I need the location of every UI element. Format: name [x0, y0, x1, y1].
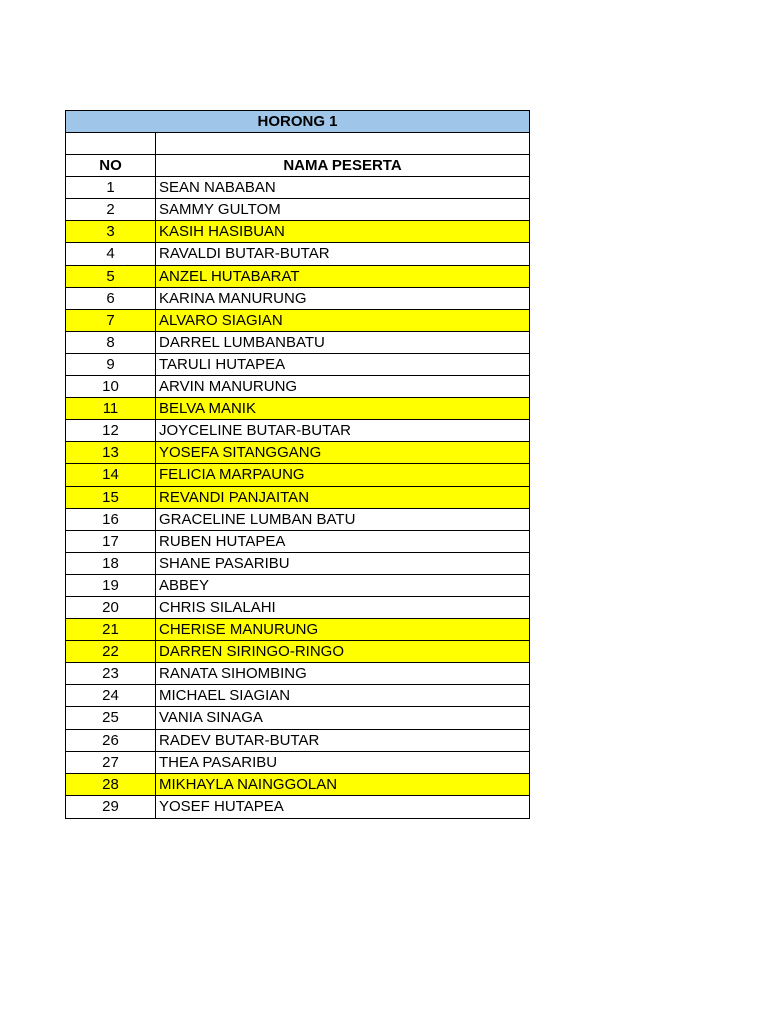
table-row [66, 531, 529, 553]
participant-name: SAMMY GULTOM [159, 201, 281, 219]
participant-name: DARREN SIRINGO-RINGO [159, 643, 345, 661]
table-row [66, 354, 529, 376]
row-number: 25 [66, 707, 156, 728]
table-row [66, 221, 529, 243]
row-number: 9 [66, 354, 156, 375]
table-row [66, 177, 529, 199]
empty-no-cell [66, 133, 156, 154]
participant-name: RUBEN HUTAPEA [159, 532, 286, 550]
table-row [66, 685, 529, 707]
table-row [66, 376, 529, 398]
row-number: 28 [66, 774, 156, 795]
participant-name: RANATA SIHOMBING [159, 665, 307, 683]
row-number: 2 [66, 199, 156, 220]
participant-name: RADEV BUTAR-BUTAR [159, 731, 320, 749]
table-row [66, 575, 529, 597]
table-row [66, 619, 529, 641]
participant-name: SEAN NABABAN [159, 179, 276, 197]
table-row [66, 288, 529, 310]
participant-name: KARINA MANURUNG [159, 289, 307, 307]
table-row [66, 266, 529, 288]
table-row [66, 752, 529, 774]
table-row [66, 487, 529, 509]
row-number: 3 [66, 221, 156, 242]
row-number: 8 [66, 332, 156, 353]
table-row [66, 597, 529, 619]
row-number: 12 [66, 420, 156, 441]
participant-name: YOSEFA SITANGGANG [159, 444, 322, 462]
participant-name: CHERISE MANURUNG [159, 621, 319, 639]
header-name: NAMA PESERTA [283, 157, 402, 175]
table-row [66, 464, 529, 486]
participant-name: MIKHAYLA NAINGGOLAN [159, 775, 338, 793]
participant-name: GRACELINE LUMBAN BATU [159, 510, 356, 528]
table-row [66, 553, 529, 575]
table-body [66, 177, 529, 818]
table-row [66, 509, 529, 531]
row-number: 4 [66, 243, 156, 264]
participant-name: ALVARO SIAGIAN [159, 311, 283, 329]
row-number: 22 [66, 641, 156, 662]
row-number: 26 [66, 730, 156, 751]
row-number: 6 [66, 288, 156, 309]
table-row [66, 442, 529, 464]
participant-table [65, 110, 530, 819]
participant-name: ARVIN MANURUNG [159, 378, 298, 396]
table-row [66, 420, 529, 442]
participant-name: KASIH HASIBUAN [159, 223, 285, 241]
table-row [66, 332, 529, 354]
participant-name: ANZEL HUTABARAT [159, 267, 300, 285]
participant-name: REVANDI PANJAITAN [159, 488, 310, 506]
row-number: 27 [66, 752, 156, 773]
participant-name: RAVALDI BUTAR-BUTAR [159, 245, 330, 263]
participant-name: ABBEY [159, 576, 210, 594]
table-header-row [66, 155, 529, 177]
participant-name: TARULI HUTAPEA [159, 355, 286, 373]
participant-name: FELICIA MARPAUNG [159, 466, 305, 484]
participant-name: DARREL LUMBANBATU [159, 333, 325, 351]
empty-row [66, 133, 529, 155]
table-row [66, 796, 529, 818]
table-row [66, 310, 529, 332]
table-row [66, 398, 529, 420]
row-number: 21 [66, 619, 156, 640]
table-row [66, 243, 529, 265]
row-number: 14 [66, 464, 156, 485]
row-number: 7 [66, 310, 156, 331]
participant-name: SHANE PASARIBU [159, 554, 290, 572]
table-row [66, 663, 529, 685]
participant-name: MICHAEL SIAGIAN [159, 687, 291, 705]
table-row [66, 730, 529, 752]
row-number: 29 [66, 796, 156, 818]
row-number: 16 [66, 509, 156, 530]
participant-name: BELVA MANIK [159, 400, 256, 418]
row-number: 5 [66, 266, 156, 287]
row-number: 18 [66, 553, 156, 574]
row-number: 11 [66, 398, 156, 419]
participant-name: THEA PASARIBU [159, 753, 278, 771]
row-number: 10 [66, 376, 156, 397]
row-number: 13 [66, 442, 156, 463]
header-no: NO [66, 155, 156, 176]
row-number: 1 [66, 177, 156, 198]
table-title: HORONG 1 [66, 111, 529, 133]
row-number: 19 [66, 575, 156, 596]
row-number: 17 [66, 531, 156, 552]
row-number: 23 [66, 663, 156, 684]
participant-name: VANIA SINAGA [159, 709, 263, 727]
participant-name: YOSEF HUTAPEA [159, 797, 284, 815]
table-row [66, 707, 529, 729]
row-number: 24 [66, 685, 156, 706]
table-row [66, 199, 529, 221]
table-row [66, 774, 529, 796]
table-row [66, 641, 529, 663]
empty-name-cell [156, 133, 529, 154]
participant-name: JOYCELINE BUTAR-BUTAR [159, 422, 351, 440]
participant-name: CHRIS SILALAHI [159, 598, 276, 616]
row-number: 20 [66, 597, 156, 618]
row-number: 15 [66, 487, 156, 508]
